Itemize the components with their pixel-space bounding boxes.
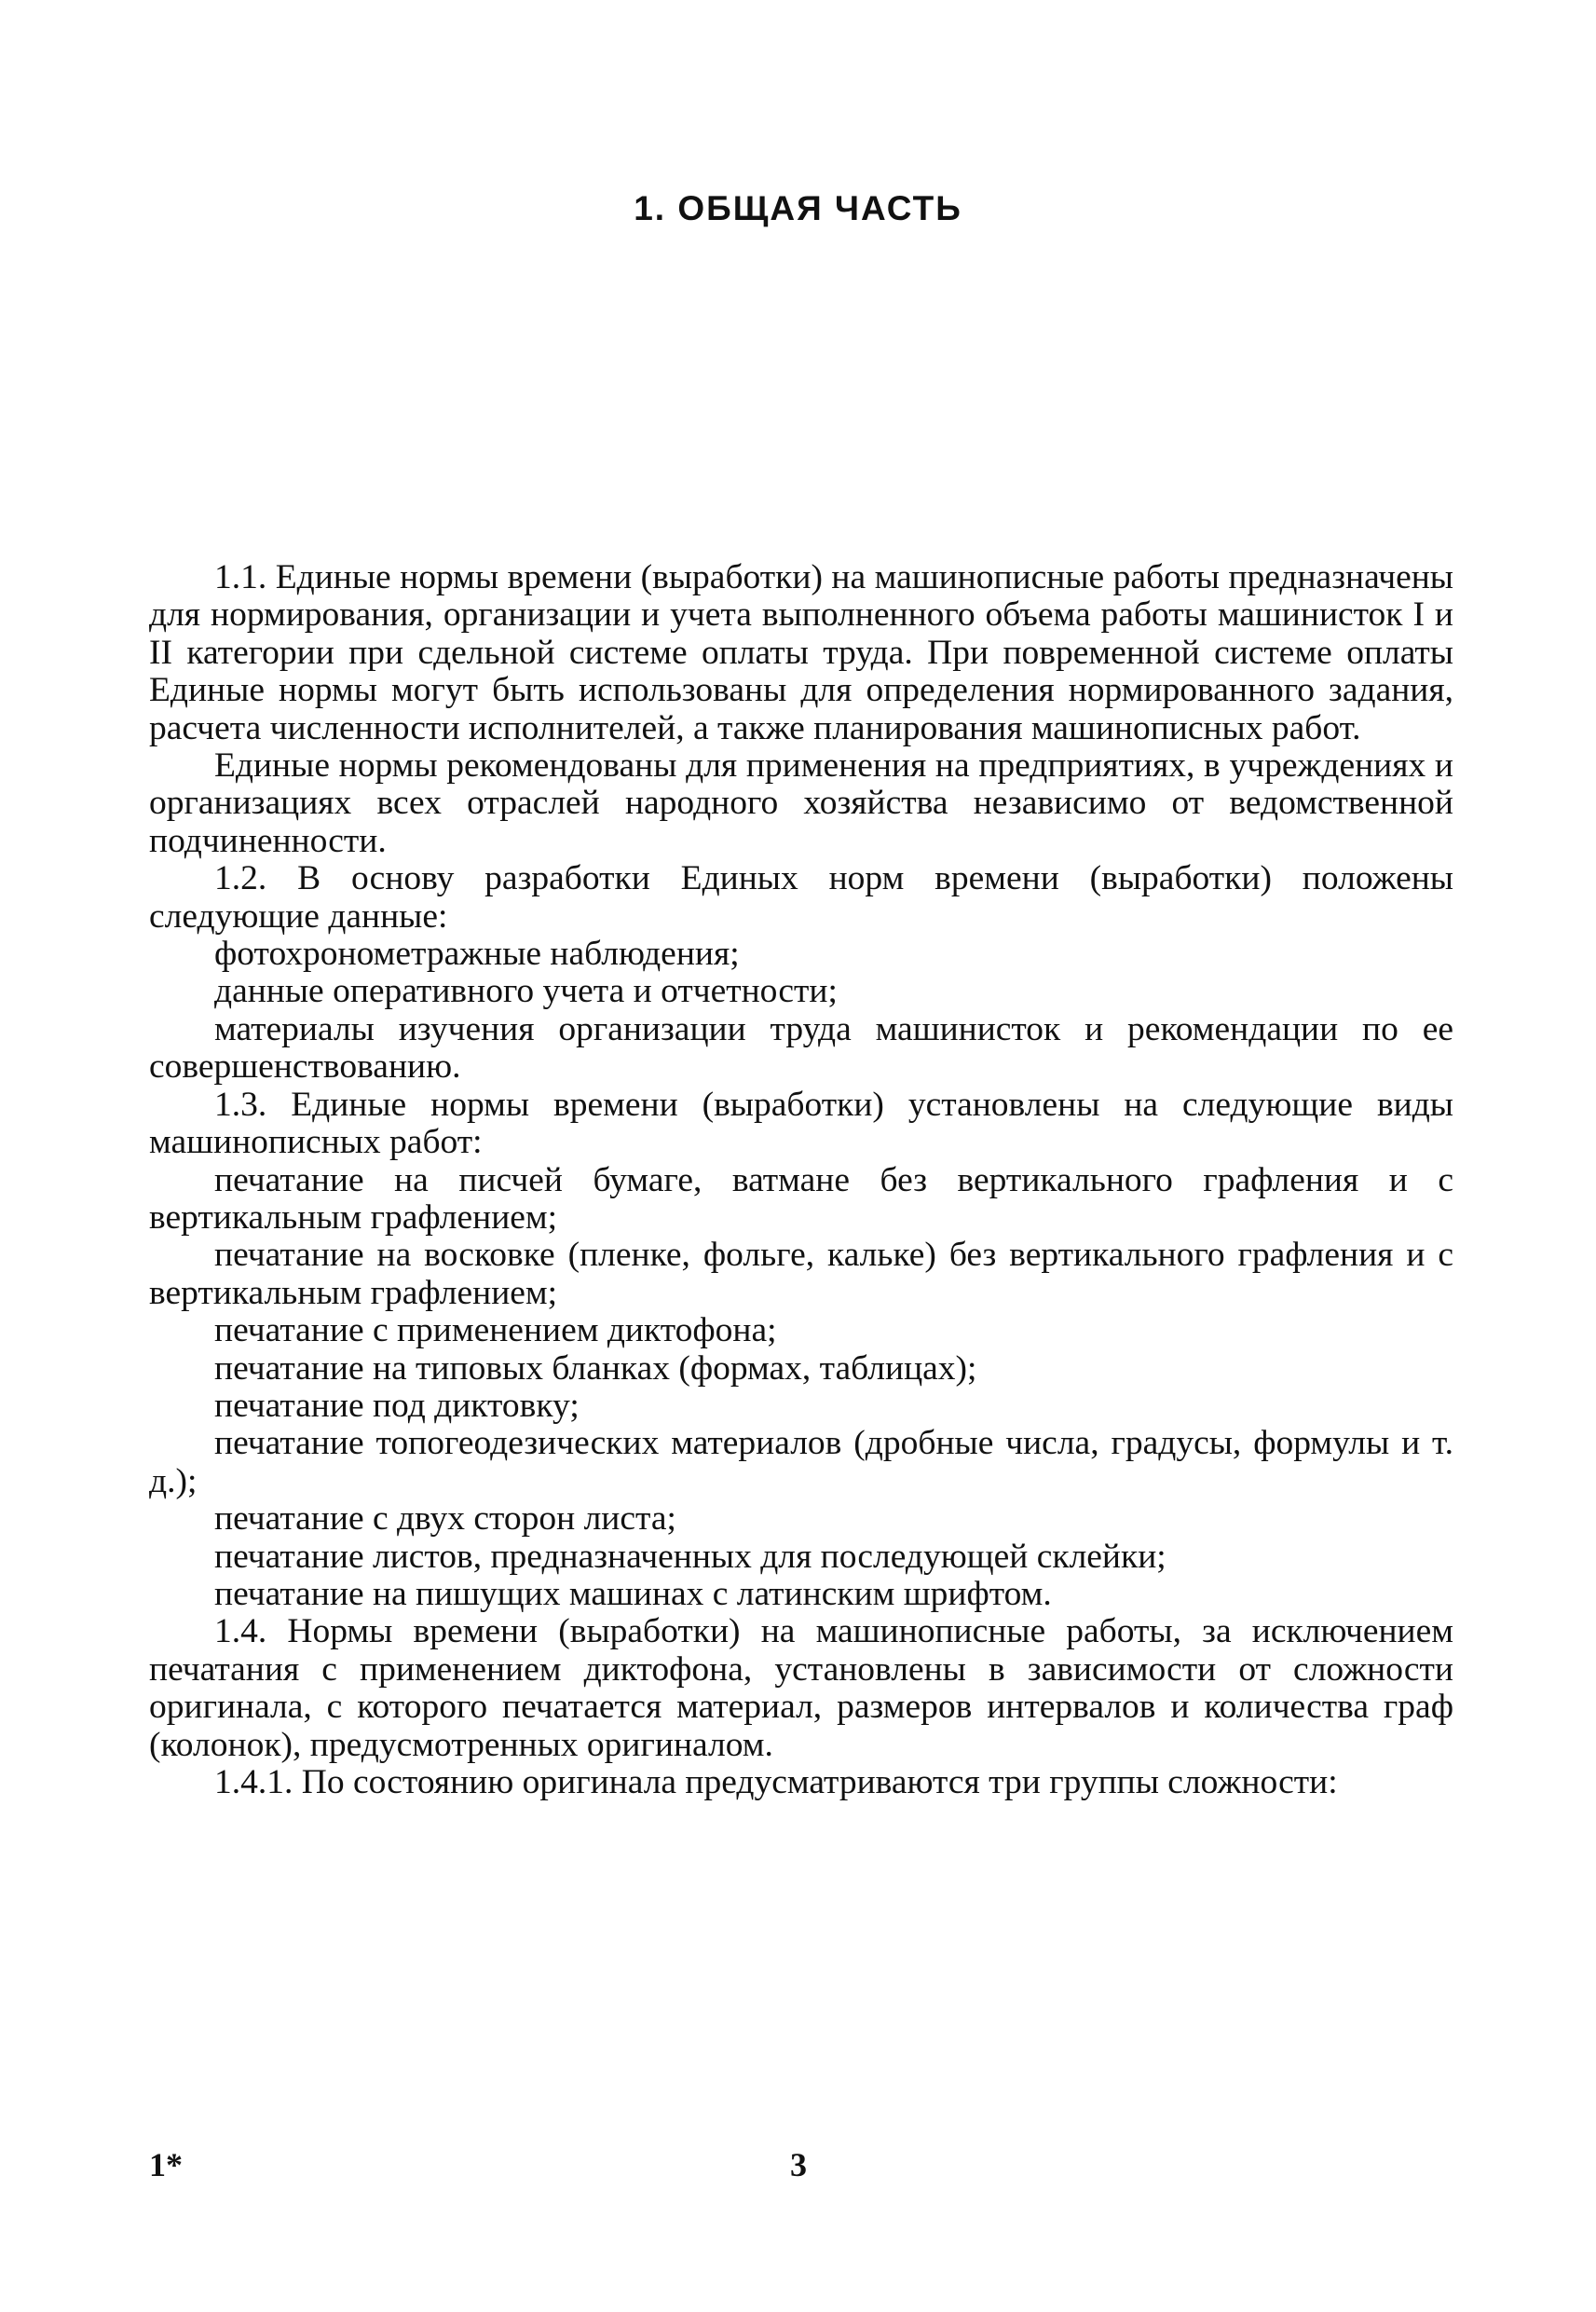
page-number: 3 [790,2146,807,2183]
list-item: печатание с применением диктофона; [214,1311,777,1350]
paragraph-1-4: 1.4. Нормы времени (выработки) на машинописные работы, за исключением печатания с применением диктофона, установлены в зависимости от сложности оригинала, с которого печатается материал, размеров интервалов и количества граф (колонок), предусмотренных оригиналом. [149,1612,1453,1764]
list-item: печатание на писчей бумаге, ватмане без вертикального графления и с вертикальным графлением; [149,1160,1453,1237]
paragraph-1-2: 1.2. В основу разработки Единых норм времени (выработки) положены следующие данные: [149,859,1453,936]
list-item: печатание на восковке (пленке, фольге, кальке) без вертикального графления и с вертикальным графлением; [149,1236,1453,1312]
paragraph-scope: Единые нормы рекомендованы для применения на предприятиях, в учреждениях и организациях всех отраслей народного хозяйства независимо от ведомственной подчиненности. [149,746,1453,860]
list-item: данные оперативного учета и отчетности; [214,972,838,1011]
paragraph-1-4-1: 1.4.1. По состоянию оригинала предусматриваются три группы сложности: [214,1763,1338,1801]
signature-mark: 1* [149,2146,183,2183]
list-item: печатание на пишущих машинах с латинским шрифтом. [214,1574,1052,1613]
paragraph-1-3: 1.3. Единые нормы времени (выработки) установлены на следующие виды машинописных работ: [149,1085,1453,1162]
list-item: фотохронометражные наблюдения; [214,935,740,974]
section-heading: 1. ОБЩАЯ ЧАСТЬ [634,189,962,227]
list-item: печатание под диктовку; [214,1386,580,1425]
list-item: материалы изучения организации труда машинисток и рекомендации по ее совершенствованию. [149,1009,1453,1087]
paragraph-1-1: 1.1. Единые нормы времени (выработки) на машинописные работы предназначены для нормирования, организации и учета выполненного объема работы машинисток I и II категории при сдельной системе оплаты труда. При повременной системе оплаты Единые нормы могут быть использованы для определения нормированного задания, расчета численности исполнителей, а также планирования машинописных работ. [149,558,1453,747]
list-item: печатание с двух сторон листа; [214,1499,676,1539]
list-item: печатание на типовых бланках (формах, таблицах); [214,1348,977,1388]
list-item: печатание топогеодезических материалов (дробные числа, градусы, формулы и т. д.); [149,1424,1453,1500]
list-item: печатание листов, предназначенных для последующей склейки; [214,1537,1166,1576]
body-text [149,559,1453,1801]
